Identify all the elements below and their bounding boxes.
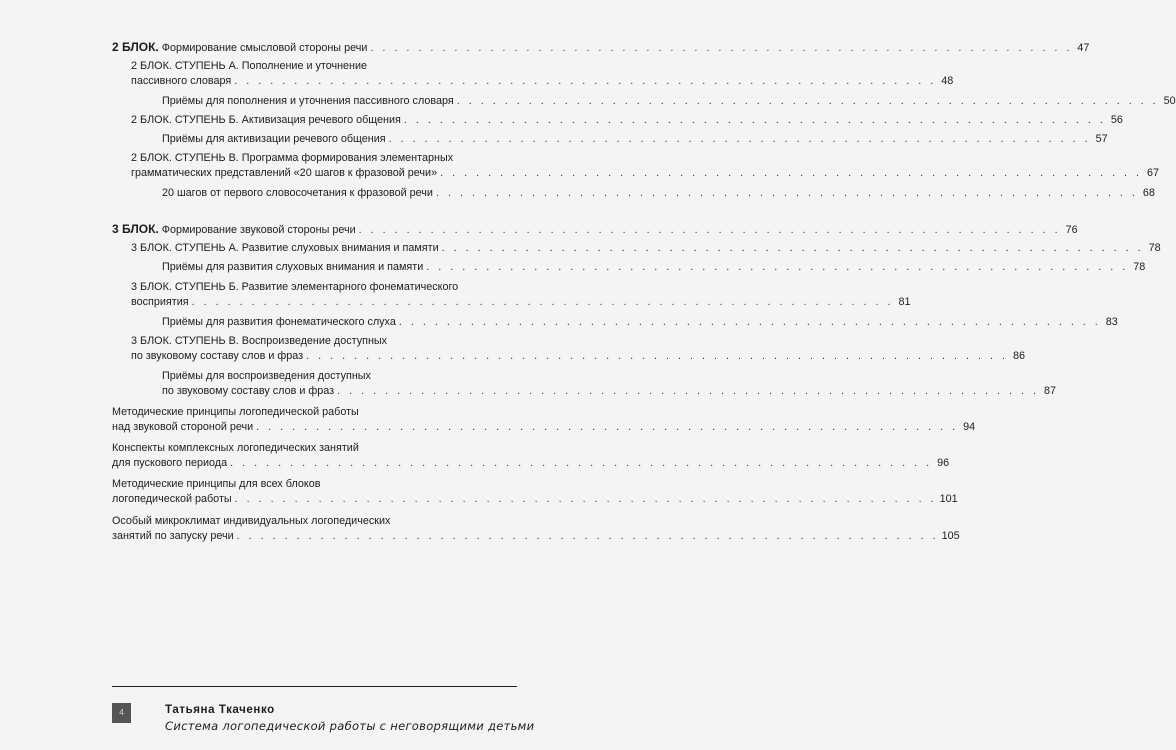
- toc-entry-title: над звуковой стороной речи: [112, 421, 254, 433]
- toc-entry-text-line: 2 БЛОК. СТУПЕНЬ А. Пополнение и уточнение: [131, 60, 368, 72]
- dot-leader: . . . . . . . . . . . . . . . . . . . . . . . . . . . . . . . . . . . . . . . . . . . . . . . . . . . . . . . . . . .: [440, 167, 1143, 179]
- footer-book-title: Система логопедической работы с неговорящими детьми: [165, 719, 535, 733]
- toc-entry-title: Приёмы для развития фонематического слуха: [162, 316, 396, 328]
- toc-page-number: 87: [1044, 385, 1057, 397]
- toc-page-number: 83: [1105, 316, 1118, 328]
- toc-entry-title: грамматических представлений «20 шагов к фразовой речи»: [131, 167, 438, 179]
- toc-entry: [112, 477, 958, 507]
- footer-author: Татьяна Ткаченко: [165, 704, 275, 716]
- dot-leader: . . . . . . . . . . . . . . . . . . . . . . . . . . . . . . . . . . . . . . . . . . . . . . . . . . . . . . . . . . .: [435, 187, 1138, 199]
- toc-entry-title: Формирование звуковой стороны речи: [161, 224, 356, 236]
- page-number-box: [112, 703, 131, 723]
- toc-page-number: 101: [939, 493, 958, 505]
- toc-page-number: 86: [1013, 350, 1026, 362]
- footer-divider: [112, 686, 517, 687]
- toc-entry: [131, 334, 1026, 364]
- dot-leader: . . . . . . . . . . . . . . . . . . . . . . . . . . . . . . . . . . . . . . . . . . . . . . . . . . . . . . . . . . .: [256, 421, 959, 433]
- dot-leader: . . . . . . . . . . . . . . . . . . . . . . . . . . . . . . . . . . . . . . . . . . . . . . . . . . . . . . . . . . .: [370, 42, 1073, 54]
- toc-page-number: 94: [963, 421, 976, 433]
- toc-entry-title: пассивного словаря: [131, 75, 232, 87]
- toc-page-number: 76: [1065, 224, 1078, 236]
- toc-entry: [112, 222, 1078, 238]
- toc-entry: [131, 280, 911, 310]
- toc-entry-text-line: Методические принципы для всех блоков: [112, 478, 321, 490]
- page-number: 4: [119, 708, 124, 717]
- dot-leader: . . . . . . . . . . . . . . . . . . . . . . . . . . . . . . . . . . . . . . . . . . . . . . . . . . . . . . . . . . .: [234, 75, 937, 87]
- toc-entry-title: 3 БЛОК. СТУПЕНЬ А. Развитие слуховых внимания и памяти: [131, 242, 439, 254]
- toc-page-number: 48: [941, 75, 954, 87]
- dot-leader: . . . . . . . . . . . . . . . . . . . . . . . . . . . . . . . . . . . . . . . . . . . . . . . . . . . . . . . . . . .: [388, 133, 1091, 145]
- toc-entry: [112, 40, 1090, 56]
- toc-entry-title: по звуковому составу слов и фраз: [162, 385, 335, 397]
- toc-entry-title: 2 БЛОК. СТУПЕНЬ Б. Активизация речевого общения: [131, 114, 401, 126]
- toc-page-number: 50: [1163, 95, 1176, 107]
- toc-entry: [162, 315, 1118, 330]
- toc-entry-text-line: 3 БЛОК. СТУПЕНЬ Б. Развитие элементарного фонематического: [131, 281, 459, 293]
- dot-leader: . . . . . . . . . . . . . . . . . . . . . . . . . . . . . . . . . . . . . . . . . . . . . . . . . . . . . . . . . . .: [441, 242, 1144, 254]
- toc-page-number: 57: [1095, 133, 1108, 145]
- toc-entry-text-line: 3 БЛОК. СТУПЕНЬ В. Воспроизведение доступных: [131, 335, 388, 347]
- toc-entry-text-line: Методические принципы логопедической работы: [112, 406, 359, 418]
- toc-entry-title: по звуковому составу слов и фраз: [131, 350, 304, 362]
- toc-page-number: 47: [1077, 42, 1090, 54]
- dot-leader: . . . . . . . . . . . . . . . . . . . . . . . . . . . . . . . . . . . . . . . . . . . . . . . . . . . . . . . . . . .: [403, 114, 1106, 126]
- toc-entry-text-line: Конспекты комплексных логопедических занятий: [112, 442, 359, 454]
- toc-entry: [131, 59, 954, 89]
- toc-entry-title: логопедической работы: [112, 493, 232, 505]
- toc-page-number: 81: [898, 296, 911, 308]
- toc-entry-text-line: 2 БЛОК. СТУПЕНЬ В. Программа формирования элементарных: [131, 152, 454, 164]
- toc-entry-text-line: Особый микроклимат индивидуальных логопедических: [112, 515, 391, 527]
- toc-entry: [131, 113, 1123, 128]
- toc-entry-title: Приёмы для развития слуховых внимания и памяти: [162, 261, 424, 273]
- toc-page-number: 78: [1133, 261, 1146, 273]
- toc-entry-title: 20 шагов от первого словосочетания к фразовой речи: [162, 187, 433, 199]
- dot-leader: . . . . . . . . . . . . . . . . . . . . . . . . . . . . . . . . . . . . . . . . . . . . . . . . . . . . . . . . . . .: [358, 224, 1061, 236]
- toc-entry: [162, 94, 1176, 109]
- dot-leader: . . . . . . . . . . . . . . . . . . . . . . . . . . . . . . . . . . . . . . . . . . . . . . . . . . . . . . . . . . .: [306, 350, 1009, 362]
- toc-entry: [162, 260, 1146, 275]
- dot-leader: . . . . . . . . . . . . . . . . . . . . . . . . . . . . . . . . . . . . . . . . . . . . . . . . . . . . . . . . . . .: [230, 457, 933, 469]
- block-label: 3 БЛОК.: [112, 222, 159, 236]
- toc-page-number: 105: [941, 530, 960, 542]
- toc-entry-text-line: Приёмы для воспроизведения доступных: [162, 370, 371, 382]
- dot-leader: . . . . . . . . . . . . . . . . . . . . . . . . . . . . . . . . . . . . . . . . . . . . . . . . . . . . . . . . . . .: [236, 530, 939, 542]
- toc-page-number: 67: [1147, 167, 1160, 179]
- toc-entry-title: восприятия: [131, 296, 189, 308]
- toc-entry: [131, 241, 1161, 256]
- dot-leader: . . . . . . . . . . . . . . . . . . . . . . . . . . . . . . . . . . . . . . . . . . . . . . . . . . . . . . . . . . .: [234, 493, 937, 505]
- toc-page-number: 68: [1142, 187, 1155, 199]
- toc-page-number: 96: [937, 457, 950, 469]
- toc-entry-title: Формирование смысловой стороны речи: [161, 42, 368, 54]
- toc-page-number: 56: [1110, 114, 1123, 126]
- toc-entry-title: для пускового периода: [112, 457, 228, 469]
- toc-entry: [112, 441, 950, 471]
- dot-leader: . . . . . . . . . . . . . . . . . . . . . . . . . . . . . . . . . . . . . . . . . . . . . . . . . . . . . . . . . . .: [426, 261, 1129, 273]
- dot-leader: . . . . . . . . . . . . . . . . . . . . . . . . . . . . . . . . . . . . . . . . . . . . . . . . . . . . . . . . . . .: [191, 296, 894, 308]
- toc-entry: [162, 186, 1155, 201]
- dot-leader: . . . . . . . . . . . . . . . . . . . . . . . . . . . . . . . . . . . . . . . . . . . . . . . . . . . . . . . . . . .: [337, 385, 1040, 397]
- toc-entry-title: Приёмы для пополнения и уточнения пассивного словаря: [162, 95, 454, 107]
- toc-entry: [162, 369, 1057, 399]
- toc-entry-title: занятий по запуску речи: [112, 530, 234, 542]
- toc-page-number: 78: [1148, 242, 1161, 254]
- toc-entry: [112, 405, 976, 435]
- toc-entry-title: Приёмы для активизации речевого общения: [162, 133, 386, 145]
- dot-leader: . . . . . . . . . . . . . . . . . . . . . . . . . . . . . . . . . . . . . . . . . . . . . . . . . . . . . . . . . . .: [398, 316, 1101, 328]
- toc-entry: [131, 151, 1160, 181]
- block-label: 2 БЛОК.: [112, 40, 159, 54]
- dot-leader: . . . . . . . . . . . . . . . . . . . . . . . . . . . . . . . . . . . . . . . . . . . . . . . . . . . . . . . . . . .: [456, 95, 1159, 107]
- toc-entry: [112, 514, 960, 544]
- toc-entry: [162, 132, 1108, 147]
